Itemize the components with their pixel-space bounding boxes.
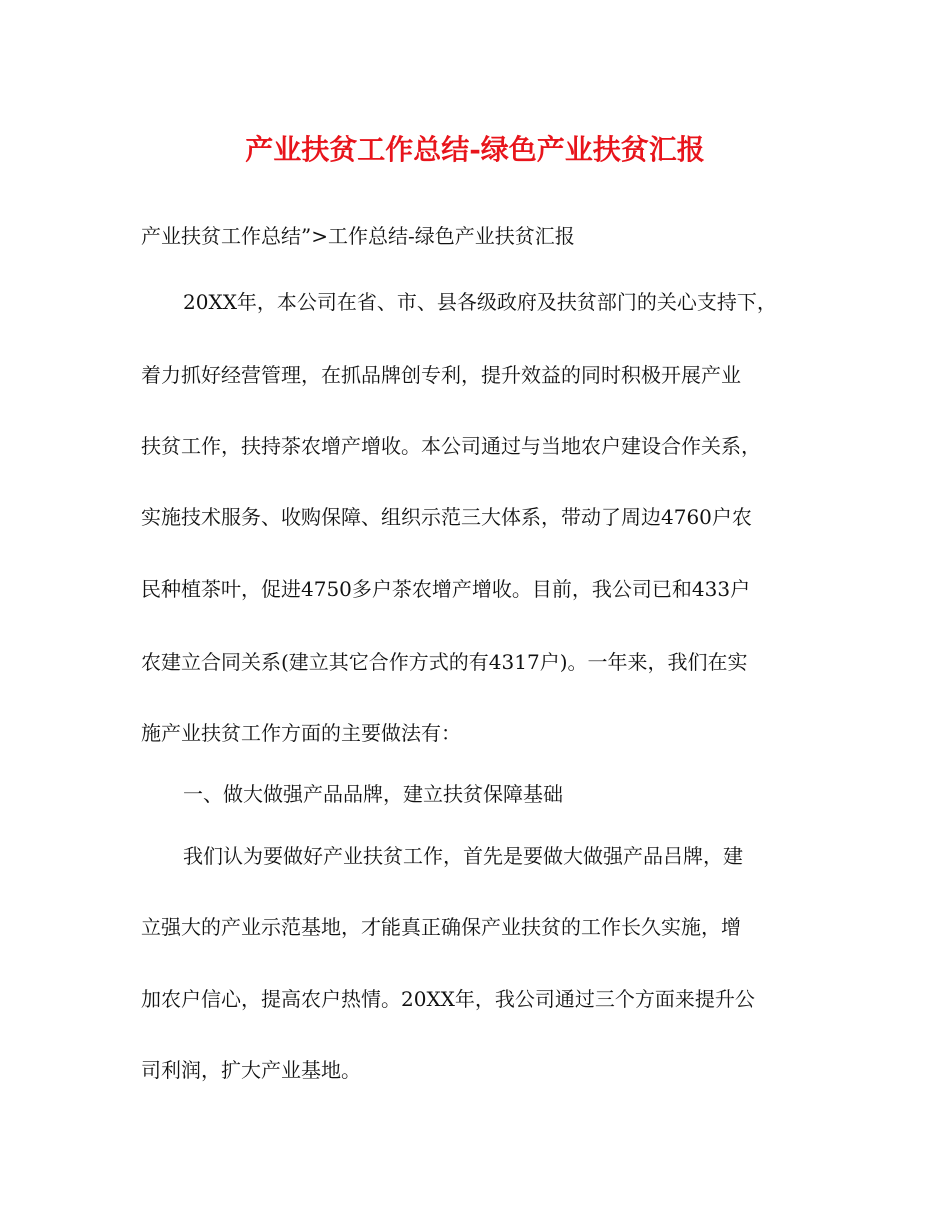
paragraph-1-line-5: 民种植茶叶，促进4750多户茶农增产增收。目前，我公司已和433户 <box>141 577 751 601</box>
paragraph-1-line-3: 扶贫工作，扶持茶农增产增收。本公司通过与当地农户建设合作关系， <box>141 434 761 458</box>
document-subtitle: 产业扶贫工作总结”>工作总结-绿色产业扶贫汇报 <box>141 224 575 248</box>
paragraph-1-line-2: 着力抓好经营管理，在抓品牌创专利，提升效益的同时积极开展产业 <box>141 363 741 387</box>
paragraph-2-line-4: 司利润，扩大产业基地。 <box>141 1058 361 1082</box>
paragraph-1-line-6: 农建立合同关系(建立其它合作方式的有4317户)。一年来，我们在实 <box>141 650 748 674</box>
paragraph-1-line-7: 施产业扶贫工作方面的主要做法有： <box>141 721 461 745</box>
section-1-heading: 一、做大做强产品品牌，建立扶贫保障基础 <box>183 782 563 806</box>
paragraph-1-line-1: 20XX年，本公司在省、市、县各级政府及扶贫部门的关心支持下， <box>183 290 777 314</box>
document-title: 产业扶贫工作总结-绿色产业扶贫汇报 <box>245 133 705 166</box>
paragraph-1-line-4: 实施技术服务、收购保障、组织示范三大体系，带动了周边4760户农 <box>141 505 752 529</box>
paragraph-2-line-3: 加农户信心，提高农户热情。20XX年，我公司通过三个方面来提升公 <box>141 987 755 1011</box>
paragraph-2-line-2: 立强大的产业示范基地，才能真正确保产业扶贫的工作长久实施，增 <box>141 915 741 939</box>
paragraph-2-line-1: 我们认为要做好产业扶贫工作，首先是要做大做强产品吕牌，建 <box>183 844 743 868</box>
